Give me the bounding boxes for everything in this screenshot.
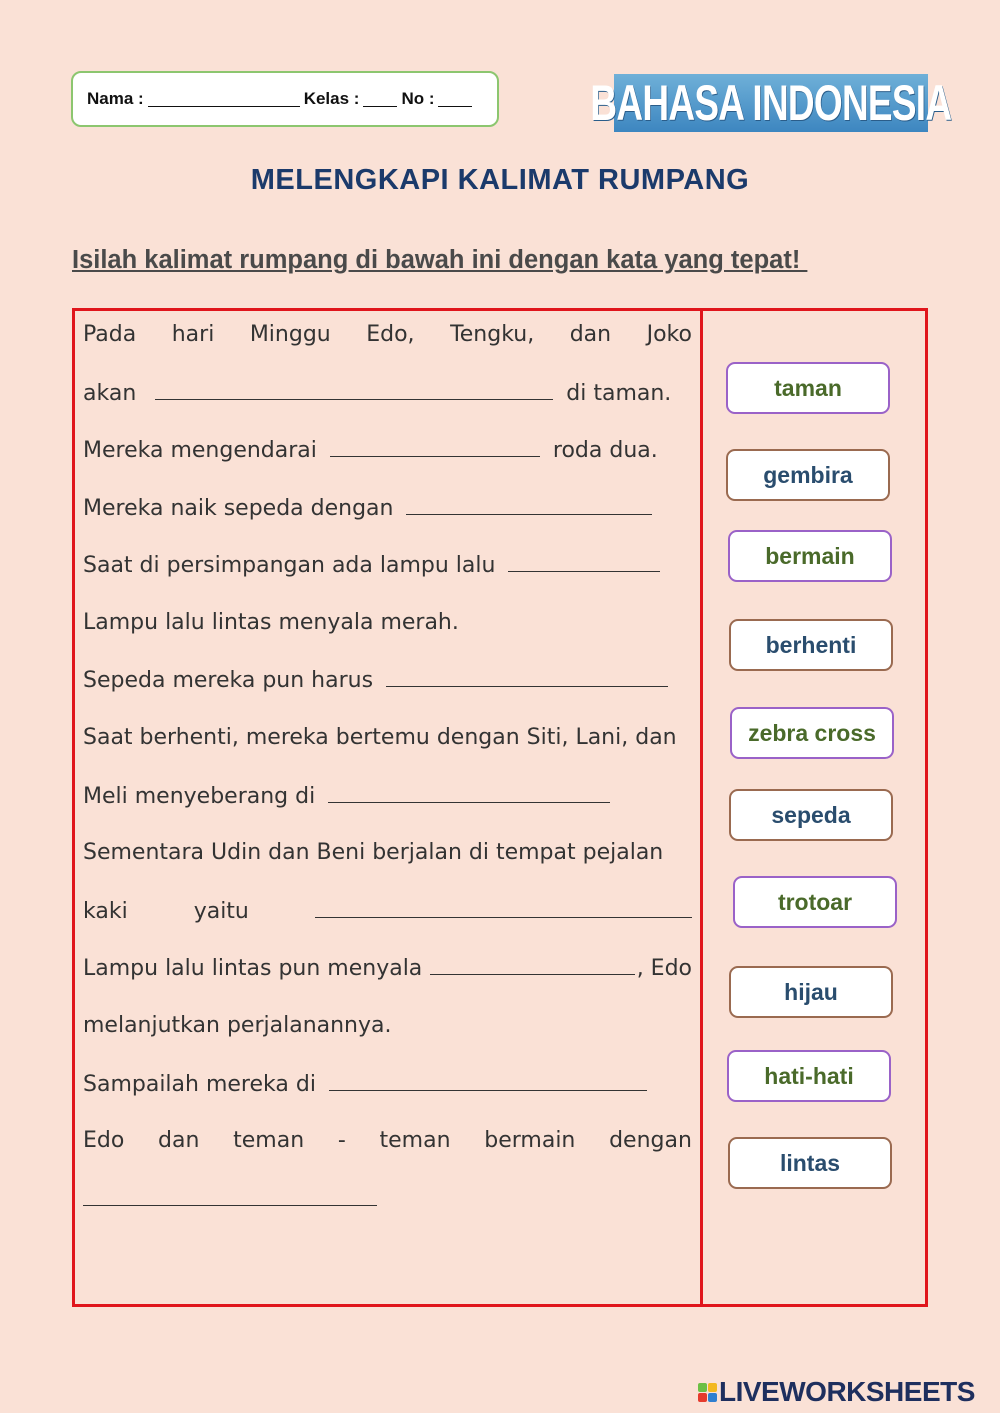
no-field[interactable]	[438, 92, 472, 107]
passage-line-6: Lampu lalu lintas menyala merah.	[83, 610, 459, 635]
passage-line-2: akan di taman.	[83, 375, 692, 411]
passage-line-11: kaki yaitu	[83, 893, 692, 929]
passage-line-10: Sementara Udin dan Beni berjalan di tempat pejalan	[83, 840, 664, 865]
nama-label: Nama :	[87, 89, 144, 108]
passage-line-5: Saat di persimpangan ada lampu lalu	[83, 547, 692, 583]
blank-1[interactable]	[155, 375, 553, 400]
blank-3[interactable]	[406, 490, 652, 515]
kelas-field[interactable]	[363, 92, 397, 107]
word-hijau[interactable]: hijau	[729, 966, 893, 1018]
passage-line-15: Edo dan teman - teman bermain dengan	[83, 1128, 692, 1153]
liveworksheets-logo-icon	[698, 1383, 717, 1402]
no-label: No :	[401, 89, 435, 108]
blank-10[interactable]	[83, 1181, 377, 1206]
word-berhenti[interactable]: berhenti	[729, 619, 893, 671]
passage-line-9: Meli menyeberang di	[83, 778, 692, 814]
footer-brand: LIVEWORKSHEETS	[719, 1376, 975, 1407]
word-bermain[interactable]: bermain	[728, 530, 892, 582]
word-taman[interactable]: taman	[726, 362, 890, 414]
page-title: MELENGKAPI KALIMAT RUMPANG	[250, 164, 750, 196]
word-trotoar[interactable]: trotoar	[733, 876, 897, 928]
blank-5[interactable]	[386, 662, 668, 687]
passage-line-1: Pada hari Minggu Edo, Tengku, dan Joko	[83, 322, 692, 347]
passage-line-4: Mereka naik sepeda dengan	[83, 490, 692, 526]
blank-8[interactable]	[430, 950, 634, 975]
liveworksheets-footer	[698, 1376, 975, 1408]
blank-7[interactable]	[315, 893, 692, 918]
instruction: Isilah kalimat rumpang di bawah ini dengan kata yang tepat!	[72, 246, 808, 274]
subject-logo	[590, 74, 952, 132]
student-info-box	[71, 71, 499, 127]
passage-line-16	[83, 1181, 692, 1217]
word-sepeda[interactable]: sepeda	[729, 789, 893, 841]
word-hati-hati[interactable]: hati-hati	[727, 1050, 891, 1102]
word-zebra-cross[interactable]: zebra cross	[730, 707, 894, 759]
blank-4[interactable]	[508, 547, 660, 572]
passage-line-7: Sepeda mereka pun harus	[83, 662, 692, 698]
passage-line-3: Mereka mengendarai roda dua.	[83, 432, 692, 468]
nama-field[interactable]	[148, 92, 300, 107]
passage-line-13: melanjutkan perjalanannya.	[83, 1013, 392, 1038]
passage-line-14: Sampailah mereka di	[83, 1066, 692, 1102]
blank-9[interactable]	[329, 1066, 647, 1091]
passage-line-12: Lampu lalu lintas pun menyala , Edo	[83, 950, 692, 986]
logo-text: BAHASA INDONESIA	[590, 75, 952, 131]
blank-6[interactable]	[328, 778, 610, 803]
word-lintas[interactable]: lintas	[728, 1137, 892, 1189]
word-gembira[interactable]: gembira	[726, 449, 890, 501]
kelas-label: Kelas :	[303, 89, 360, 108]
passage-line-8: Saat berhenti, mereka bertemu dengan Siti, Lani, dan	[83, 725, 677, 750]
frame-divider	[700, 308, 703, 1307]
blank-2[interactable]	[330, 432, 540, 457]
